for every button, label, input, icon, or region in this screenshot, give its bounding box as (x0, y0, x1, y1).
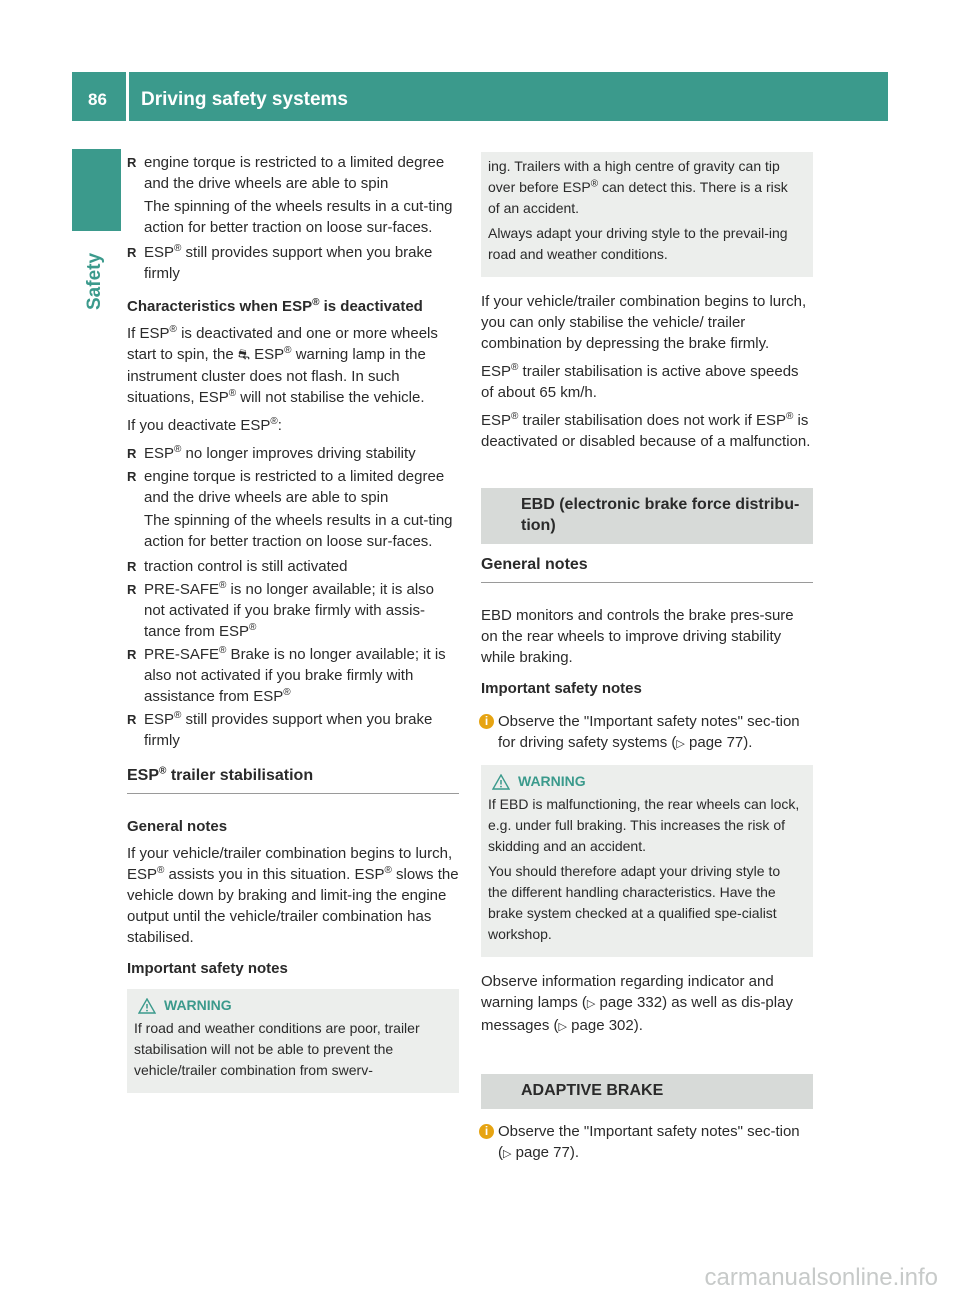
paragraph-trailer-lurch: If your vehicle/trailer combination begins to lurch, ESP® assists you in this situation. ESP® slows the vehicle down by braking and limit-ing the engine output until the vehicle/trailer combination has stabilised. (127, 845, 459, 946)
page-ref-arrow-icon: ▷ (586, 998, 596, 1010)
warning-triangle-icon (138, 998, 156, 1014)
paragraph-if-you-deactivate: If you deactivate ESP®: (127, 416, 282, 434)
bullet-engine-torque-detail: The spinning of the wheels results in a cut-ting action for better traction on loose sur-faces. (144, 198, 453, 236)
side-tab-marker (72, 149, 121, 231)
bullet-pre-safe-brake: R PRE-SAFE® Brake is no longer available; it is also not activated if you brake firmly with assistance from ESP® (127, 644, 459, 707)
bullet-esp-support-2: R ESP® still provides support when you brake firmly (127, 709, 459, 751)
info-icon: i (479, 1124, 494, 1139)
bullet-esp-support: R ESP® still provides support when you brake firmly (127, 242, 459, 284)
paragraph-stabilisation-active: ESP® trailer stabilisation is active above speeds of about 65 km/h. (481, 362, 799, 401)
bullet-engine-torque: R engine torque is restricted to a limited degree and the drive wheels are able to spin (127, 152, 459, 194)
esp-warning-lamp-icon: ⛐ (237, 347, 250, 363)
paragraph-stabilisation-not-work: ESP® trailer stabilisation does not work if ESP® is deactivated or disabled because of a malfunction. (481, 411, 811, 450)
warning-continued-advice: Always adapt your driving style to the prevail-ing road and weather conditions. (488, 225, 788, 262)
watermark: carmanualsonline.info (704, 1264, 938, 1291)
warning-triangle-icon (492, 774, 510, 790)
bullet-engine-torque-2-detail: The spinning of the wheels results in a cut-ting action for better traction on loose sur-faces. (144, 512, 453, 550)
bullet-traction-control: R traction control is still activated (127, 556, 459, 577)
section-title: Driving safety systems (141, 89, 348, 110)
warning-label: WARNING (164, 997, 232, 1013)
page-ref-arrow-icon: ▷ (558, 1021, 567, 1033)
warning-box (127, 989, 459, 1093)
warning-label: WARNING (518, 773, 586, 789)
paragraph-observe-lamps: Observe information regarding indicator and warning lamps (▷ page 332) as well as dis-play messages (▷ page 302). (481, 973, 793, 1034)
warning-text-ebd: If EBD is malfunctioning, the rear wheels can lock, e.g. under full braking. This increases the risk of skidding and an accident. (488, 796, 800, 854)
info-icon: i (479, 714, 494, 729)
heading-adaptive-brake: ADAPTIVE BRAKE (481, 1074, 813, 1109)
heading-trailer-stabilisation: ESP® trailer stabilisation (127, 765, 459, 794)
paragraph-ebd: EBD monitors and controls the brake pres-sure on the rear wheels to improve driving stability while braking. (481, 607, 794, 666)
warning-box-ebd (481, 765, 813, 957)
paragraph-trailer-lurch-brake: If your vehicle/trailer combination begins to lurch, you can only stabilise the vehicle/ trailer combination by depressing the brake firmly. (481, 293, 807, 352)
warning-text: If road and weather conditions are poor, trailer stabilisation will not be able to prevent the vehicle/trailer combination from swerv- (134, 1020, 420, 1078)
paragraph-esp-deactivated: If ESP® is deactivated and one or more wheels start to spin, the ⛐ ESP® warning lamp in the instrument cluster does not flash. In such situations, ESP® will not stabilise the vehicle. (127, 324, 438, 406)
warning-continued-text: ing. Trailers with a high centre of gravity can tip over before ESP® can detect this. There is a risk of an accident. (488, 158, 788, 216)
page-header (72, 72, 888, 121)
heading-important-safety-notes: Important safety notes (127, 960, 288, 977)
left-column (127, 152, 459, 1107)
heading-ebd-important: Important safety notes (481, 680, 642, 697)
bullet-engine-torque-2: R engine torque is restricted to a limited degree and the drive wheels are able to spin (127, 466, 459, 508)
side-tab-label: Safety (84, 252, 105, 310)
page-ref-arrow-icon: ▷ (503, 1148, 512, 1160)
info-note-adaptive: i Observe the "Important safety notes" sec-tion (▷ page 77). (481, 1121, 813, 1165)
heading-general-notes: General notes (127, 818, 228, 835)
bullet-no-longer-improves: R ESP® no longer improves driving stability (127, 443, 459, 464)
warning-box-continued (481, 152, 813, 277)
page-ref-arrow-icon: ▷ (676, 738, 685, 750)
page-number: 86 (88, 90, 107, 109)
right-column (481, 152, 813, 1173)
heading-ebd: EBD (electronic brake force distribu-tion) (481, 488, 813, 544)
bullet-pre-safe: R PRE-SAFE® is no longer available; it is also not activated if you brake firmly with assis-tance from ESP® (127, 579, 459, 642)
info-note-ebd: i Observe the "Important safety notes" sec-tion for driving safety systems (▷ page 77). (481, 711, 813, 755)
warning-advice-ebd: You should therefore adapt your driving style to the different handling characteristics. Have the brake system checked at a qualified spe-cialist workshop. (488, 863, 781, 942)
heading-characteristics: Characteristics when ESP® is deactivated (127, 297, 423, 315)
heading-ebd-general-notes: General notes (481, 554, 813, 583)
